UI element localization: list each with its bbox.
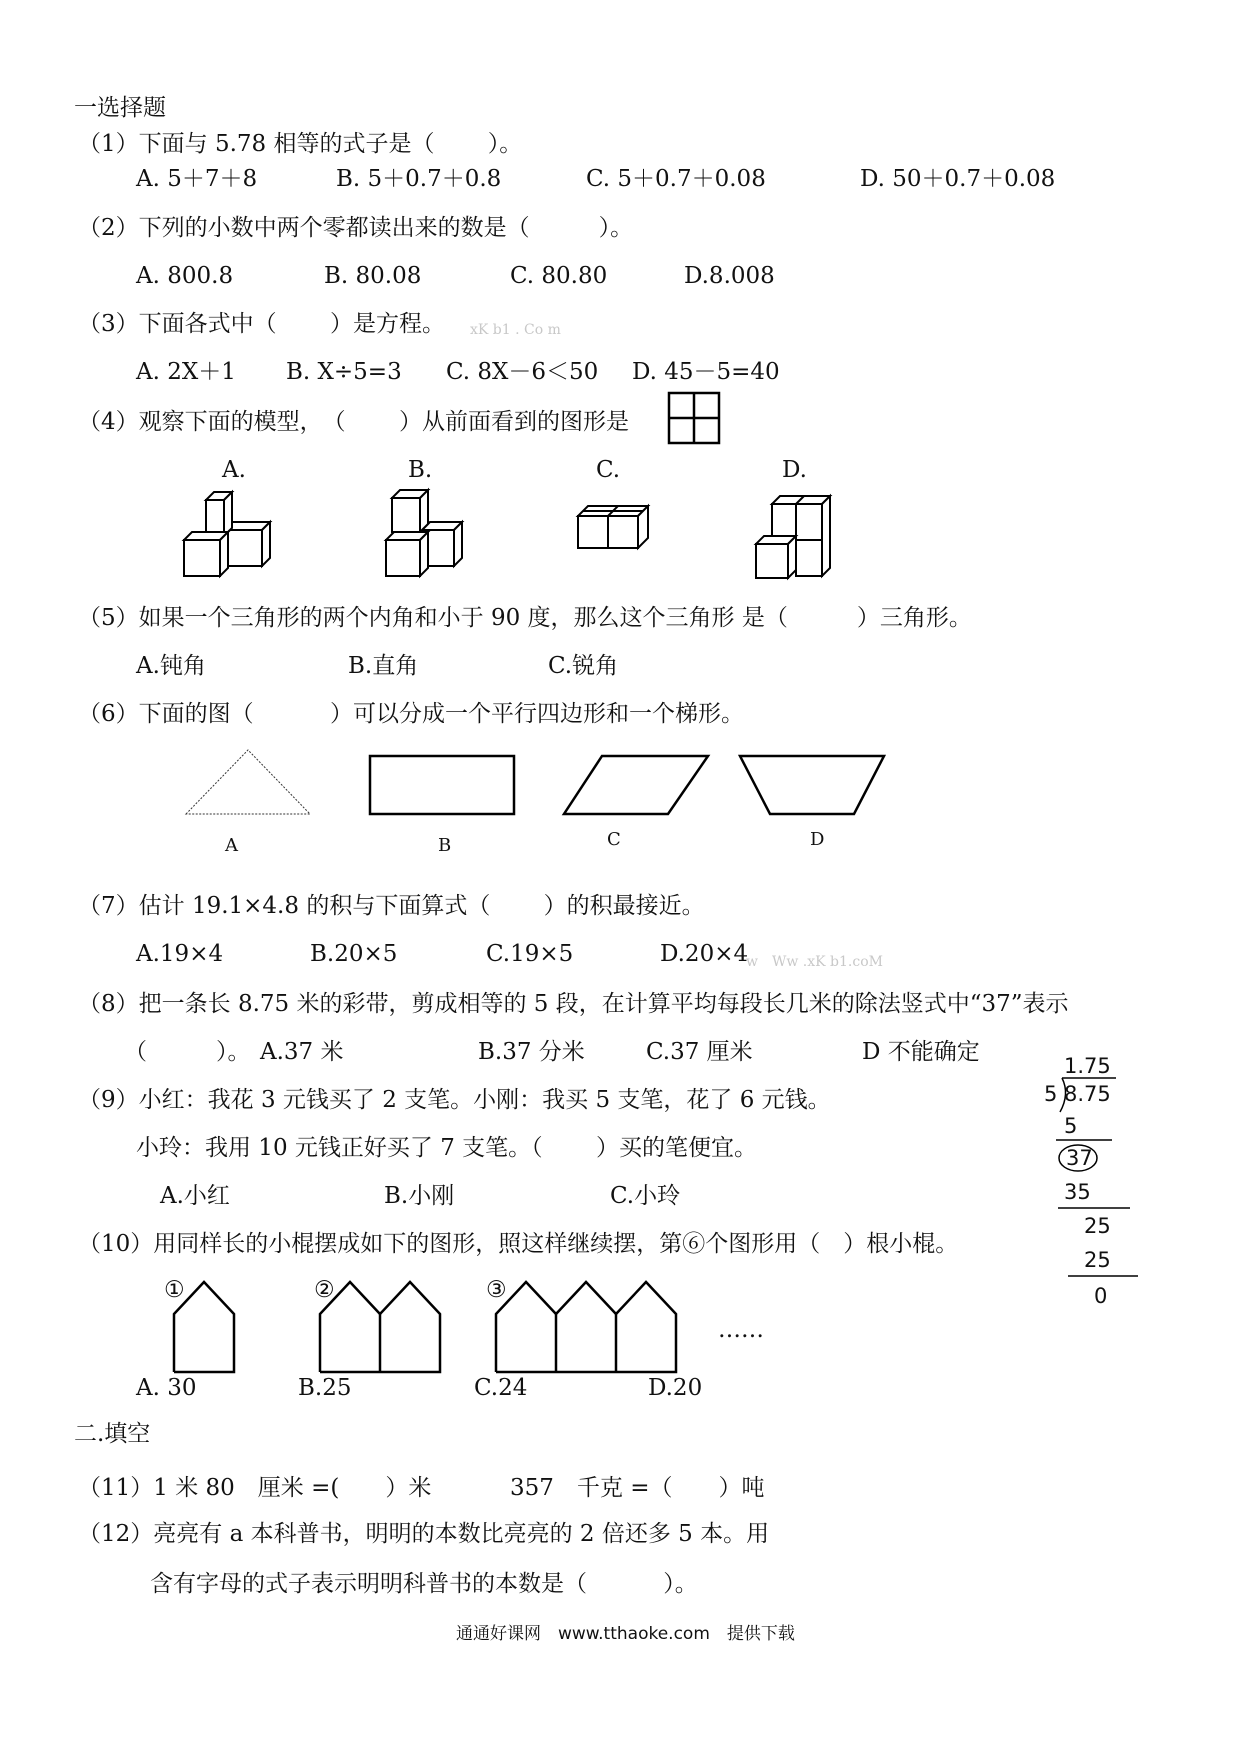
question-9-line-2: 小玲：我用 10 元钱正好买了 7 支笔。（ ）买的笔便宜。 <box>136 1135 757 1161</box>
section-title-choice: 一选择题 <box>74 95 166 121</box>
question-2-option-c: C. 80.80 <box>510 263 608 289</box>
division-line-3 <box>1068 1274 1148 1278</box>
question-7-option-d: D.20×4 <box>660 941 749 967</box>
q10-figure-2-label: ② <box>314 1277 335 1303</box>
cube-model-a <box>180 490 280 590</box>
q10-ellipsis: …… <box>718 1317 764 1343</box>
stick-house-figure-3 <box>494 1280 678 1374</box>
rectangle-shape-b <box>368 754 518 818</box>
q4-label-c: C. <box>596 457 621 483</box>
question-9-option-c: C.小玲 <box>610 1183 681 1209</box>
question-5-option-b: B.直角 <box>348 653 419 679</box>
division-row-4: 25 <box>1084 1214 1111 1238</box>
question-3-option-b: B. X÷5=3 <box>286 359 402 385</box>
question-2-option-d: D.8.008 <box>684 263 775 289</box>
question-8-option-a: A.37 米 <box>260 1039 344 1065</box>
question-8-option-d: D 不能确定 <box>862 1039 980 1065</box>
question-7-option-c: C.19×5 <box>486 941 574 967</box>
division-quotient: 1.75 <box>1064 1054 1111 1078</box>
question-10-option-a: A. 30 <box>136 1375 197 1401</box>
division-dividend: 8.75 <box>1064 1082 1111 1106</box>
parallelogram-shape-c <box>562 754 712 818</box>
question-9-option-a: A.小红 <box>160 1183 230 1209</box>
question-11-part-1: （11）1 米 80 厘米 =( ）米 <box>78 1475 432 1501</box>
question-7-option-a: A.19×4 <box>136 941 224 967</box>
question-3-stem: （3）下面各式中（ ）是方程。 <box>78 311 445 337</box>
q10-figure-3-label: ③ <box>486 1277 507 1303</box>
q6-label-a: A <box>225 835 238 856</box>
q4-label-d: D. <box>782 457 807 483</box>
question-9-line-1: （9）小红：我花 3 元钱买了 2 支笔。小刚：我买 5 支笔，花了 6 元钱。 <box>78 1087 831 1113</box>
question-1-option-d: D. 50＋0.7＋0.08 <box>860 166 1056 192</box>
question-1-stem: （1）下面与 5.78 相等的式子是（ ）。 <box>78 131 523 157</box>
question-1-option-a: A. 5＋7＋8 <box>136 166 258 192</box>
question-10-stem: （10）用同样长的小棍摆成如下的图形，照这样继续摆，第⑥个图形用（ ）根小棍。 <box>78 1231 959 1257</box>
division-row-5: 25 <box>1084 1248 1111 1272</box>
triangle-shape-a <box>184 748 314 818</box>
question-11-part-2: 357 千克 =（ ）吨 <box>510 1475 765 1501</box>
front-view-square-icon <box>668 392 722 446</box>
q6-label-d: D <box>810 829 825 850</box>
question-10-option-b: B.25 <box>298 1375 352 1401</box>
q6-label-b: B <box>438 835 452 856</box>
question-8-stem: （8）把一条长 8.75 米的彩带，剪成相等的 5 段，在计算平均每段长几米的除法竖式中“37”表示 <box>78 991 1069 1017</box>
cube-model-d <box>752 492 842 592</box>
trapezoid-shape-d <box>738 754 888 818</box>
stick-house-figure-2 <box>318 1280 442 1374</box>
stick-house-figure-1 <box>172 1280 236 1374</box>
division-row-1: 5 <box>1064 1114 1078 1138</box>
question-3-option-d: D. 45－5=40 <box>632 359 780 385</box>
cube-model-c <box>574 500 654 560</box>
question-5-option-a: A.钝角 <box>136 653 206 679</box>
section-title-fill: 二.填空 <box>74 1421 151 1447</box>
q10-figure-1-label: ① <box>164 1277 185 1303</box>
division-row-2: 37 <box>1066 1146 1093 1170</box>
question-2-option-a: A. 800.8 <box>136 263 234 289</box>
question-4-stem: （4）观察下面的模型， （ ）从前面看到的图形是 <box>78 409 629 435</box>
question-1-option-c: C. 5＋0.7＋0.08 <box>586 166 766 192</box>
question-8-blank: （ ）。 <box>124 1039 251 1065</box>
division-row-6: 0 <box>1094 1284 1108 1308</box>
question-10-option-c: C.24 <box>474 1375 528 1401</box>
question-9-option-b: B.小刚 <box>384 1183 455 1209</box>
watermark-text-2: w Ww .xK b1.coM <box>746 954 883 970</box>
question-6-stem: （6）下面的图（ ）可以分成一个平行四边形和一个梯形。 <box>78 701 744 727</box>
cube-model-b <box>382 490 472 590</box>
question-5-stem: （5）如果一个三角形的两个内角和小于 90 度，那么这个三角形 是（ ）三角形。 <box>78 605 972 631</box>
question-7-option-b: B.20×5 <box>310 941 398 967</box>
question-5-option-c: C.锐角 <box>548 653 619 679</box>
question-12-line-1: （12）亮亮有 a 本科普书，明明的本数比亮亮的 2 倍还多 5 本。用 <box>78 1521 770 1547</box>
division-line-2 <box>1058 1206 1138 1210</box>
question-10-option-d: D.20 <box>648 1375 703 1401</box>
question-7-stem: （7）估计 19.1×4.8 的积与下面算式（ ）的积最接近。 <box>78 893 705 919</box>
question-12-line-2: 含有字母的式子表示明明科普书的本数是（ ）。 <box>150 1571 698 1597</box>
question-8-option-c: C.37 厘米 <box>646 1039 753 1065</box>
page-footer: 通通好课网 www.tthaoke.com 提供下载 <box>456 1624 795 1644</box>
q6-label-c: C <box>607 829 621 850</box>
question-2-stem: （2）下列的小数中两个零都读出来的数是（ ）。 <box>78 215 634 241</box>
question-1-option-b: B. 5＋0.7＋0.8 <box>336 166 502 192</box>
q4-label-a: A. <box>222 457 246 483</box>
division-row-3: 35 <box>1064 1180 1091 1204</box>
question-8-option-b: B.37 分米 <box>478 1039 585 1065</box>
question-3-option-a: A. 2X＋1 <box>136 359 236 385</box>
watermark-text: xK b1 . Co m <box>470 322 561 338</box>
question-2-option-b: B. 80.08 <box>324 263 422 289</box>
question-3-option-c: C. 8X－6＜50 <box>446 359 599 385</box>
division-divisor: 5 <box>1044 1082 1058 1106</box>
q4-label-b: B. <box>408 457 433 483</box>
